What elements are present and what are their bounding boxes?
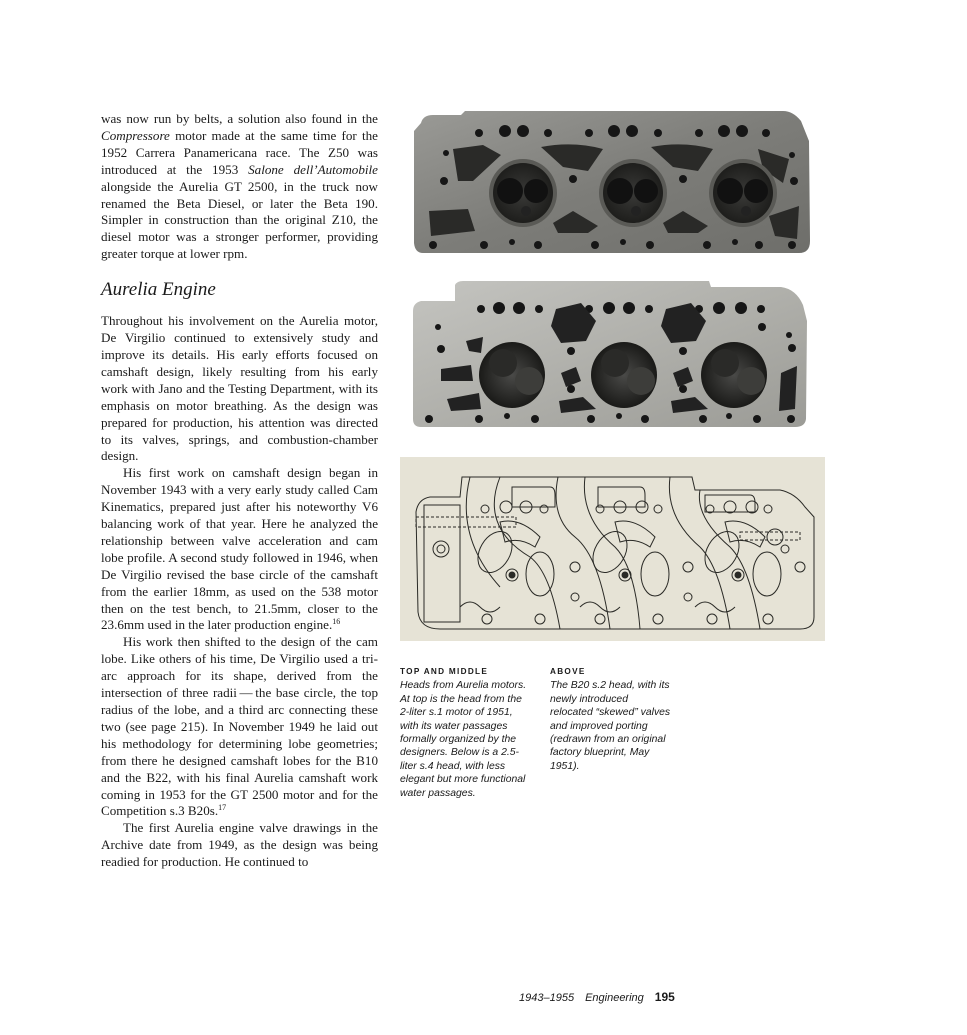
- text-run: motor made at the same time for the 1952 Carrera Panamericana race. The Z50 was introduced at the 1953: [101, 127, 378, 177]
- footer-years: 1943–1955: [519, 992, 575, 1004]
- caption-text: Heads from Aurelia motors. At top is the head from the 2-liter s.1 motor of 1951, with its water passages formally organized by the designers. Below is a 2.5-liter s.4 head, with less elegant but more functional water passages.: [400, 680, 527, 799]
- caption-top-and-middle: [400, 665, 530, 800]
- paragraph: [101, 465, 378, 634]
- page-footer: [519, 990, 675, 1004]
- caption-heading: TOP AND MIDDLE: [400, 667, 489, 676]
- paragraph-continued: [101, 111, 378, 263]
- paragraph: [101, 820, 378, 871]
- italic-term: Compressore: [101, 127, 170, 143]
- paragraph: [101, 634, 378, 820]
- caption-heading: ABOVE: [550, 667, 586, 676]
- cylinder-head-image: [413, 111, 811, 256]
- footnote-ref: 16: [332, 617, 341, 627]
- text-run: His work then shifted to the design of the cam lobe. Like others of his time, De Virgilio used a tri-arc approach for its shape, derived from the intersection of three radii — the base circle, the top radius of the lobe, and a third arc connecting these two (see page 215). In November 1949 he laid out his methodology for determining lobe geometries; from there he designed camshaft lobes for the B10 and the B22, with his final Aurelia camshaft work coming in 1953 for the GT 2500 motor and for the Competition s.3 B20s.: [101, 634, 378, 819]
- cylinder-head-blueprint: [400, 457, 825, 641]
- text-run: alongside the Aurelia GT 2500, in the truck now renamed the Beta Diesel, or later the Beta 190. Simpler in construction than the original Z10, the diesel motor was a stronger performer, providing greater torque at lower rpm.: [101, 178, 378, 262]
- text-run: The first Aurelia engine valve drawings in the Archive date from 1949, as the design was being readied for production. He continued to: [101, 820, 378, 870]
- section-heading: Aurelia Engine: [101, 279, 216, 301]
- page-number: 195: [654, 990, 675, 1004]
- caption-text: The B20 s.2 head, with its newly introduced relocated “skewed” valves and improved porting (redrawn from an original factory blueprint, May 1951).: [550, 680, 671, 772]
- caption-above: [550, 665, 672, 773]
- footnote-ref: 17: [218, 803, 227, 813]
- body-text-column: [101, 111, 378, 871]
- text-run: was now run by belts, a solution also found in the: [101, 111, 378, 126]
- blueprint-drawing: [400, 457, 825, 641]
- paragraph: [101, 313, 378, 465]
- italic-term: Salone dell’Automobile: [248, 161, 378, 177]
- cylinder-head-image: [411, 281, 808, 429]
- text-run: Throughout his involvement on the Aurelia motor, De Virgilio continued to extensively study and improve its details. His early efforts focused on camshaft design, likely resulting from his early work with Jano and the Testing Department, with its emphasis on motor breathing. As the design was prepared for production, his attention was directed to its valves, springs, and combustion-chamber design.: [101, 313, 378, 464]
- cylinder-head-photo-top: [413, 111, 811, 256]
- footer-section: Engineering: [585, 992, 644, 1004]
- cylinder-head-photo-middle: [411, 281, 808, 429]
- text-run: His first work on camshaft design began in November 1943 with a very early study called Cam Kinematics, prepared just after his noteworthy V6 balancing work of that year. Here he analyzed the relationship between valve acceleration and cam lobe profile. A second study followed in 1946, when De Virgilio revised the base circle of the camshaft from the earlier 18mm, as used on the 538 motor then on the test bench, to 21.5mm, closer to the 23.6mm used in the later production engine.: [101, 465, 378, 633]
